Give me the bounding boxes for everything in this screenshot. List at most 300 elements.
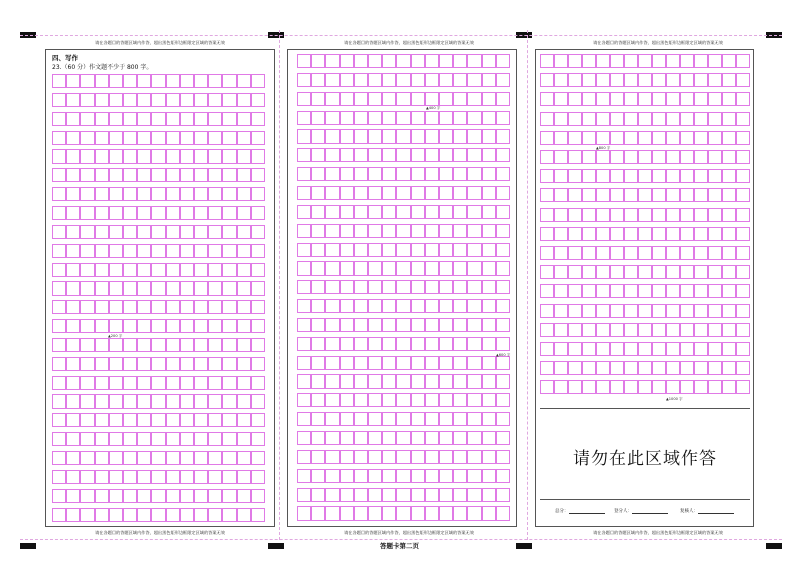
grid-cell[interactable]	[194, 451, 208, 465]
grid-cell[interactable]	[467, 167, 481, 181]
grid-cell[interactable]	[166, 74, 180, 88]
grid-cell[interactable]	[66, 319, 80, 333]
grid-cell[interactable]	[137, 206, 151, 220]
grid-cell[interactable]	[396, 506, 410, 520]
grid-cell[interactable]	[624, 304, 638, 318]
grid-cell[interactable]	[222, 413, 236, 427]
grid-cell[interactable]	[52, 74, 66, 88]
grid-cell[interactable]	[439, 393, 453, 407]
grid-cell[interactable]	[694, 188, 708, 202]
grid-cell[interactable]	[311, 318, 325, 332]
grid-cell[interactable]	[137, 131, 151, 145]
grid-cell[interactable]	[194, 338, 208, 352]
grid-cell[interactable]	[109, 93, 123, 107]
grid-cell[interactable]	[222, 206, 236, 220]
grid-cell[interactable]	[354, 167, 368, 181]
grid-cell[interactable]	[482, 469, 496, 483]
grid-cell[interactable]	[708, 246, 722, 260]
grid-cell[interactable]	[166, 508, 180, 522]
grid-cell[interactable]	[194, 319, 208, 333]
grid-cell[interactable]	[52, 319, 66, 333]
grid-cell[interactable]	[251, 508, 265, 522]
grid-cell[interactable]	[666, 131, 680, 145]
grid-cell[interactable]	[736, 112, 750, 126]
grid-cell[interactable]	[425, 393, 439, 407]
grid-cell[interactable]	[453, 374, 467, 388]
grid-cell[interactable]	[610, 131, 624, 145]
grid-cell[interactable]	[439, 450, 453, 464]
grid-cell[interactable]	[194, 225, 208, 239]
grid-cell[interactable]	[482, 450, 496, 464]
grid-cell[interactable]	[596, 131, 610, 145]
grid-cell[interactable]	[222, 225, 236, 239]
grid-cell[interactable]	[411, 337, 425, 351]
grid-cell[interactable]	[482, 280, 496, 294]
grid-cell[interactable]	[80, 470, 94, 484]
grid-cell[interactable]	[439, 111, 453, 125]
grid-cell[interactable]	[439, 337, 453, 351]
grid-cell[interactable]	[340, 393, 354, 407]
grid-cell[interactable]	[638, 342, 652, 356]
grid-cell[interactable]	[251, 281, 265, 295]
grid-cell[interactable]	[638, 54, 652, 68]
grid-cell[interactable]	[680, 208, 694, 222]
grid-cell[interactable]	[638, 188, 652, 202]
grid-cell[interactable]	[297, 488, 311, 502]
grid-cell[interactable]	[325, 129, 339, 143]
grid-cell[interactable]	[311, 54, 325, 68]
grid-cell[interactable]	[596, 342, 610, 356]
grid-cell[interactable]	[624, 169, 638, 183]
grid-cell[interactable]	[180, 432, 194, 446]
grid-cell[interactable]	[325, 469, 339, 483]
grid-cell[interactable]	[325, 488, 339, 502]
grid-cell[interactable]	[368, 506, 382, 520]
grid-cell[interactable]	[222, 394, 236, 408]
grid-cell[interactable]	[666, 265, 680, 279]
grid-cell[interactable]	[708, 169, 722, 183]
grid-cell[interactable]	[166, 489, 180, 503]
grid-cell[interactable]	[568, 284, 582, 298]
grid-cell[interactable]	[482, 111, 496, 125]
grid-cell[interactable]	[708, 265, 722, 279]
grid-cell[interactable]	[354, 356, 368, 370]
grid-cell[interactable]	[439, 167, 453, 181]
grid-cell[interactable]	[151, 112, 165, 126]
grid-cell[interactable]	[582, 246, 596, 260]
grid-cell[interactable]	[680, 112, 694, 126]
grid-cell[interactable]	[354, 393, 368, 407]
grid-cell[interactable]	[596, 208, 610, 222]
grid-cell[interactable]	[610, 227, 624, 241]
grid-cell[interactable]	[80, 338, 94, 352]
grid-cell[interactable]	[554, 208, 568, 222]
grid-cell[interactable]	[151, 470, 165, 484]
grid-cell[interactable]	[109, 319, 123, 333]
grid-cell[interactable]	[396, 224, 410, 238]
grid-cell[interactable]	[52, 206, 66, 220]
grid-cell[interactable]	[95, 187, 109, 201]
grid-cell[interactable]	[80, 508, 94, 522]
grid-cell[interactable]	[325, 92, 339, 106]
grid-cell[interactable]	[382, 54, 396, 68]
grid-cell[interactable]	[666, 112, 680, 126]
grid-cell[interactable]	[95, 263, 109, 277]
grid-cell[interactable]	[368, 111, 382, 125]
grid-cell[interactable]	[496, 318, 510, 332]
grid-cell[interactable]	[137, 187, 151, 201]
grid-cell[interactable]	[251, 357, 265, 371]
grid-cell[interactable]	[554, 188, 568, 202]
grid-cell[interactable]	[554, 361, 568, 375]
grid-cell[interactable]	[482, 261, 496, 275]
grid-cell[interactable]	[425, 54, 439, 68]
grid-cell[interactable]	[694, 169, 708, 183]
grid-cell[interactable]	[467, 450, 481, 464]
grid-cell[interactable]	[137, 168, 151, 182]
grid-cell[interactable]	[368, 280, 382, 294]
grid-cell[interactable]	[582, 150, 596, 164]
grid-cell[interactable]	[151, 131, 165, 145]
grid-cell[interactable]	[680, 131, 694, 145]
grid-cell[interactable]	[396, 299, 410, 313]
grid-cell[interactable]	[596, 169, 610, 183]
grid-cell[interactable]	[453, 450, 467, 464]
grid-cell[interactable]	[425, 73, 439, 87]
grid-cell[interactable]	[340, 450, 354, 464]
grid-cell[interactable]	[237, 149, 251, 163]
grid-cell[interactable]	[237, 413, 251, 427]
grid-cell[interactable]	[208, 357, 222, 371]
grid-cell[interactable]	[109, 376, 123, 390]
grid-cell[interactable]	[496, 488, 510, 502]
grid-cell[interactable]	[596, 323, 610, 337]
grid-cell[interactable]	[467, 393, 481, 407]
grid-cell[interactable]	[568, 342, 582, 356]
grid-cell[interactable]	[368, 73, 382, 87]
grid-cell[interactable]	[80, 112, 94, 126]
grid-cell[interactable]	[109, 225, 123, 239]
grid-cell[interactable]	[80, 300, 94, 314]
grid-cell[interactable]	[624, 150, 638, 164]
grid-cell[interactable]	[194, 112, 208, 126]
grid-cell[interactable]	[208, 394, 222, 408]
grid-cell[interactable]	[425, 488, 439, 502]
grid-cell[interactable]	[66, 413, 80, 427]
grid-cell[interactable]	[237, 74, 251, 88]
grid-cell[interactable]	[694, 73, 708, 87]
grid-cell[interactable]	[396, 186, 410, 200]
grid-cell[interactable]	[652, 131, 666, 145]
grid-cell[interactable]	[251, 394, 265, 408]
grid-cell[interactable]	[222, 300, 236, 314]
grid-cell[interactable]	[123, 74, 137, 88]
grid-cell[interactable]	[496, 450, 510, 464]
grid-cell[interactable]	[610, 265, 624, 279]
grid-cell[interactable]	[151, 206, 165, 220]
grid-cell[interactable]	[568, 361, 582, 375]
grid-cell[interactable]	[194, 489, 208, 503]
grid-cell[interactable]	[467, 54, 481, 68]
grid-cell[interactable]	[109, 149, 123, 163]
grid-cell[interactable]	[708, 323, 722, 337]
grid-cell[interactable]	[340, 469, 354, 483]
grid-cell[interactable]	[208, 432, 222, 446]
grid-cell[interactable]	[411, 205, 425, 219]
grid-cell[interactable]	[95, 319, 109, 333]
grid-cell[interactable]	[137, 149, 151, 163]
grid-cell[interactable]	[325, 337, 339, 351]
grid-cell[interactable]	[722, 208, 736, 222]
grid-cell[interactable]	[482, 393, 496, 407]
grid-cell[interactable]	[311, 186, 325, 200]
grid-cell[interactable]	[109, 413, 123, 427]
grid-cell[interactable]	[251, 451, 265, 465]
writing-grid-col2[interactable]	[297, 54, 510, 524]
grid-cell[interactable]	[340, 186, 354, 200]
grid-cell[interactable]	[453, 224, 467, 238]
grid-cell[interactable]	[66, 451, 80, 465]
grid-cell[interactable]	[610, 92, 624, 106]
grid-cell[interactable]	[95, 168, 109, 182]
grid-cell[interactable]	[596, 265, 610, 279]
grid-cell[interactable]	[109, 300, 123, 314]
grid-cell[interactable]	[180, 263, 194, 277]
grid-cell[interactable]	[311, 129, 325, 143]
grid-cell[interactable]	[311, 450, 325, 464]
grid-cell[interactable]	[411, 412, 425, 426]
grid-cell[interactable]	[425, 224, 439, 238]
grid-cell[interactable]	[137, 281, 151, 295]
grid-cell[interactable]	[325, 318, 339, 332]
grid-cell[interactable]	[151, 263, 165, 277]
grid-cell[interactable]	[325, 506, 339, 520]
grid-cell[interactable]	[568, 54, 582, 68]
grid-cell[interactable]	[540, 380, 554, 394]
grid-cell[interactable]	[482, 148, 496, 162]
grid-cell[interactable]	[166, 149, 180, 163]
grid-cell[interactable]	[496, 261, 510, 275]
grid-cell[interactable]	[208, 74, 222, 88]
grid-cell[interactable]	[180, 131, 194, 145]
grid-cell[interactable]	[151, 376, 165, 390]
grid-cell[interactable]	[467, 299, 481, 313]
grid-cell[interactable]	[482, 299, 496, 313]
grid-cell[interactable]	[624, 92, 638, 106]
grid-cell[interactable]	[540, 342, 554, 356]
grid-cell[interactable]	[237, 131, 251, 145]
grid-cell[interactable]	[582, 265, 596, 279]
grid-cell[interactable]	[222, 149, 236, 163]
grid-cell[interactable]	[425, 92, 439, 106]
grid-cell[interactable]	[425, 148, 439, 162]
grid-cell[interactable]	[439, 374, 453, 388]
grid-cell[interactable]	[180, 225, 194, 239]
grid-cell[interactable]	[80, 376, 94, 390]
grid-cell[interactable]	[396, 54, 410, 68]
grid-cell[interactable]	[297, 280, 311, 294]
grid-cell[interactable]	[52, 225, 66, 239]
grid-cell[interactable]	[411, 506, 425, 520]
grid-cell[interactable]	[123, 508, 137, 522]
grid-cell[interactable]	[222, 74, 236, 88]
grid-cell[interactable]	[180, 168, 194, 182]
grid-cell[interactable]	[439, 148, 453, 162]
grid-cell[interactable]	[151, 300, 165, 314]
grid-cell[interactable]	[66, 225, 80, 239]
grid-cell[interactable]	[624, 284, 638, 298]
grid-cell[interactable]	[736, 150, 750, 164]
grid-cell[interactable]	[311, 280, 325, 294]
grid-cell[interactable]	[166, 168, 180, 182]
grid-cell[interactable]	[166, 470, 180, 484]
grid-cell[interactable]	[666, 150, 680, 164]
grid-cell[interactable]	[439, 469, 453, 483]
grid-cell[interactable]	[582, 342, 596, 356]
grid-cell[interactable]	[694, 208, 708, 222]
grid-cell[interactable]	[382, 431, 396, 445]
grid-cell[interactable]	[467, 488, 481, 502]
grid-cell[interactable]	[194, 206, 208, 220]
grid-cell[interactable]	[610, 361, 624, 375]
grid-cell[interactable]	[496, 243, 510, 257]
grid-cell[interactable]	[151, 225, 165, 239]
grid-cell[interactable]	[180, 394, 194, 408]
grid-cell[interactable]	[311, 92, 325, 106]
grid-cell[interactable]	[354, 224, 368, 238]
grid-cell[interactable]	[638, 380, 652, 394]
grid-cell[interactable]	[137, 508, 151, 522]
grid-cell[interactable]	[340, 374, 354, 388]
grid-cell[interactable]	[425, 205, 439, 219]
grid-cell[interactable]	[411, 280, 425, 294]
grid-cell[interactable]	[151, 489, 165, 503]
grid-cell[interactable]	[736, 342, 750, 356]
grid-cell[interactable]	[482, 73, 496, 87]
grid-cell[interactable]	[109, 187, 123, 201]
grid-cell[interactable]	[237, 93, 251, 107]
grid-cell[interactable]	[467, 412, 481, 426]
grid-cell[interactable]	[568, 208, 582, 222]
grid-cell[interactable]	[297, 412, 311, 426]
grid-cell[interactable]	[368, 167, 382, 181]
grid-cell[interactable]	[540, 246, 554, 260]
grid-cell[interactable]	[453, 488, 467, 502]
grid-cell[interactable]	[496, 54, 510, 68]
grid-cell[interactable]	[340, 506, 354, 520]
grid-cell[interactable]	[325, 111, 339, 125]
grid-cell[interactable]	[66, 394, 80, 408]
grid-cell[interactable]	[610, 188, 624, 202]
grid-cell[interactable]	[151, 432, 165, 446]
grid-cell[interactable]	[80, 281, 94, 295]
grid-cell[interactable]	[325, 205, 339, 219]
grid-cell[interactable]	[368, 186, 382, 200]
grid-cell[interactable]	[638, 323, 652, 337]
grid-cell[interactable]	[311, 148, 325, 162]
grid-cell[interactable]	[652, 169, 666, 183]
grid-cell[interactable]	[638, 284, 652, 298]
grid-cell[interactable]	[439, 431, 453, 445]
grid-cell[interactable]	[151, 187, 165, 201]
grid-cell[interactable]	[439, 412, 453, 426]
grid-cell[interactable]	[80, 206, 94, 220]
grid-cell[interactable]	[554, 323, 568, 337]
grid-cell[interactable]	[325, 393, 339, 407]
grid-cell[interactable]	[208, 376, 222, 390]
grid-cell[interactable]	[123, 112, 137, 126]
grid-cell[interactable]	[496, 224, 510, 238]
grid-cell[interactable]	[297, 148, 311, 162]
grid-cell[interactable]	[368, 393, 382, 407]
grid-cell[interactable]	[596, 92, 610, 106]
grid-cell[interactable]	[95, 508, 109, 522]
grid-cell[interactable]	[340, 167, 354, 181]
grid-cell[interactable]	[596, 246, 610, 260]
grid-cell[interactable]	[666, 227, 680, 241]
grid-cell[interactable]	[382, 167, 396, 181]
grid-cell[interactable]	[52, 451, 66, 465]
grid-cell[interactable]	[340, 412, 354, 426]
grid-cell[interactable]	[638, 112, 652, 126]
grid-cell[interactable]	[540, 227, 554, 241]
grid-cell[interactable]	[624, 73, 638, 87]
grid-cell[interactable]	[325, 412, 339, 426]
grid-cell[interactable]	[382, 469, 396, 483]
grid-cell[interactable]	[638, 246, 652, 260]
grid-cell[interactable]	[194, 300, 208, 314]
grid-cell[interactable]	[151, 394, 165, 408]
grid-cell[interactable]	[666, 188, 680, 202]
grid-cell[interactable]	[610, 54, 624, 68]
grid-cell[interactable]	[467, 374, 481, 388]
grid-cell[interactable]	[467, 224, 481, 238]
grid-cell[interactable]	[396, 450, 410, 464]
grid-cell[interactable]	[194, 376, 208, 390]
grid-cell[interactable]	[554, 304, 568, 318]
grid-cell[interactable]	[123, 319, 137, 333]
grid-cell[interactable]	[694, 323, 708, 337]
grid-cell[interactable]	[340, 111, 354, 125]
grid-cell[interactable]	[638, 208, 652, 222]
grid-cell[interactable]	[297, 450, 311, 464]
grid-cell[interactable]	[368, 129, 382, 143]
grid-cell[interactable]	[208, 319, 222, 333]
grid-cell[interactable]	[180, 508, 194, 522]
grid-cell[interactable]	[251, 376, 265, 390]
grid-cell[interactable]	[453, 148, 467, 162]
grid-cell[interactable]	[736, 284, 750, 298]
grid-cell[interactable]	[736, 92, 750, 106]
grid-cell[interactable]	[568, 323, 582, 337]
grid-cell[interactable]	[66, 74, 80, 88]
grid-cell[interactable]	[123, 451, 137, 465]
grid-cell[interactable]	[151, 281, 165, 295]
grid-cell[interactable]	[66, 149, 80, 163]
grid-cell[interactable]	[439, 92, 453, 106]
grid-cell[interactable]	[467, 186, 481, 200]
grid-cell[interactable]	[540, 188, 554, 202]
grid-cell[interactable]	[722, 284, 736, 298]
grid-cell[interactable]	[137, 413, 151, 427]
grid-cell[interactable]	[554, 380, 568, 394]
grid-cell[interactable]	[368, 243, 382, 257]
grid-cell[interactable]	[354, 186, 368, 200]
grid-cell[interactable]	[467, 243, 481, 257]
grid-cell[interactable]	[137, 357, 151, 371]
grid-cell[interactable]	[582, 227, 596, 241]
grid-cell[interactable]	[568, 92, 582, 106]
